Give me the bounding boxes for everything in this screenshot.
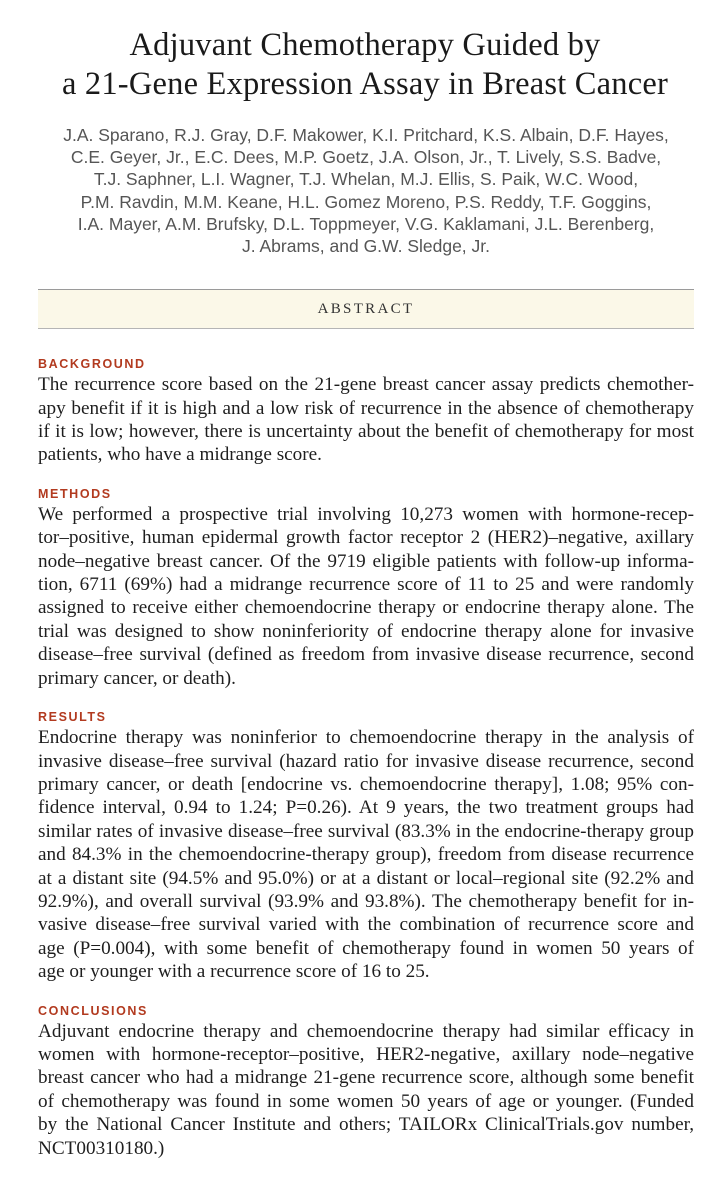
body-line: disease–free survival (defined as freedom from invasive disease recurrence, second	[38, 644, 694, 666]
author-line: C.E. Geyer, Jr., E.C. Dees, M.P. Goetz, J.A. Olson, Jr., T. Lively, S.S. Badve,	[70, 147, 662, 168]
section-heading: RESULTS	[38, 710, 107, 725]
body-line: primary cancer, or death).	[38, 667, 236, 689]
body-line: similar rates of invasive disease–free survival (83.3% in the endocrine-therapy group	[38, 820, 694, 842]
methods-section	[38, 485, 694, 690]
author-list	[38, 124, 694, 257]
body-line: apy benefit if it is high and a low risk of recurrence in the absence of chemotherapy	[38, 397, 694, 419]
body-line: Adjuvant endocrine therapy and chemoendocrine therapy had similar efficacy in	[38, 1020, 694, 1042]
body-line: vasive disease–free survival varied with the combination of recurrence score and	[38, 914, 694, 936]
section-body	[38, 503, 694, 690]
title-line: Adjuvant Chemotherapy Guided by	[129, 27, 601, 63]
author-line: J. Abrams, and G.W. Sledge, Jr.	[241, 236, 491, 257]
body-line: Endocrine therapy was noninferior to chemoendocrine therapy in the analysis of	[38, 727, 694, 749]
section-heading: BACKGROUND	[38, 357, 146, 372]
results-section	[38, 708, 694, 983]
section-body	[38, 1020, 694, 1160]
body-line: 92.9%), and overall survival (93.9% and 93.8%). The chemotherapy benefit for in-	[38, 890, 694, 912]
background-section	[38, 355, 694, 467]
body-line: age or younger with a recurrence score of 16 to 25.	[38, 961, 430, 983]
body-line: trial was designed to show noninferiority of endocrine therapy alone for invasive	[38, 620, 694, 642]
section-heading: METHODS	[38, 486, 112, 501]
body-line: NCT00310180.)	[38, 1137, 165, 1159]
body-line: if it is low; however, there is uncertainty about the benefit of chemotherapy for most	[38, 421, 694, 443]
body-line: and 84.3% in the chemoendocrine-therapy group), freedom from disease recurrence	[38, 844, 694, 866]
conclusions-section	[38, 1002, 694, 1160]
body-line: fidence interval, 0.94 to 1.24; P=0.26). At 9 years, the two treatment groups had	[38, 797, 694, 819]
author-line: I.A. Mayer, A.M. Brufsky, D.L. Toppmeyer, V.G. Kaklamani, J.L. Berenberg,	[77, 213, 655, 234]
article-title	[38, 26, 694, 104]
body-line: invasive disease–free survival (hazard ratio for invasive disease recurrence, second	[38, 750, 694, 772]
body-line: tion, 6711 (69%) had a midrange recurrence score of 11 to 25 and were randomly	[38, 574, 694, 596]
body-line: age (P=0.004), with some benefit of chemotherapy found in women 50 years of	[38, 937, 694, 959]
body-line: patients, who have a midrange score.	[38, 444, 322, 466]
section-body	[38, 726, 694, 983]
body-line: breast cancer who had a midrange 21-gene recurrence score, although some benefit	[38, 1067, 694, 1089]
body-line: node–negative breast cancer. Of the 9719 eligible patients with follow-up informa-	[38, 550, 694, 572]
body-line: by the National Cancer Institute and others; TAILORx ClinicalTrials.gov number,	[38, 1114, 694, 1136]
body-line: primary cancer, or death [endocrine vs. chemoendocrine therapy], 1.08; 95% con-	[38, 773, 694, 795]
author-line: T.J. Saphner, L.I. Wagner, T.J. Whelan, M.J. Ellis, S. Paik, W.C. Wood,	[93, 169, 639, 190]
body-line: at a distant site (94.5% and 95.0%) or at a distant or local–regional site (92.2% and	[38, 867, 694, 889]
body-line: women with hormone-receptor–positive, HER2-negative, axillary node–negative	[38, 1043, 694, 1065]
section-body	[38, 373, 694, 467]
body-line: assigned to receive either chemoendocrine therapy or endocrine therapy alone. The	[38, 597, 694, 619]
author-line: P.M. Ravdin, M.M. Keane, H.L. Gomez Moreno, P.S. Reddy, T.F. Goggins,	[80, 191, 652, 212]
body-line: The recurrence score based on the 21-gene breast cancer assay predicts chemother-	[38, 374, 694, 396]
body-line: of chemotherapy was found in some women 50 years of age or younger. (Funded	[38, 1090, 694, 1112]
title-line: a 21-Gene Expression Assay in Breast Cancer	[61, 66, 669, 102]
abstract-label: ABSTRACT	[317, 301, 415, 318]
body-line: tor–positive, human epidermal growth factor receptor 2 (HER2)–negative, axillary	[38, 527, 694, 549]
body-line: We performed a prospective trial involving 10,273 women with hormone-recep-	[38, 503, 694, 525]
section-heading: CONCLUSIONS	[38, 1003, 148, 1018]
abstract-header-band	[38, 289, 694, 329]
author-line: J.A. Sparano, R.J. Gray, D.F. Makower, K.I. Pritchard, K.S. Albain, D.F. Hayes,	[63, 125, 669, 145]
